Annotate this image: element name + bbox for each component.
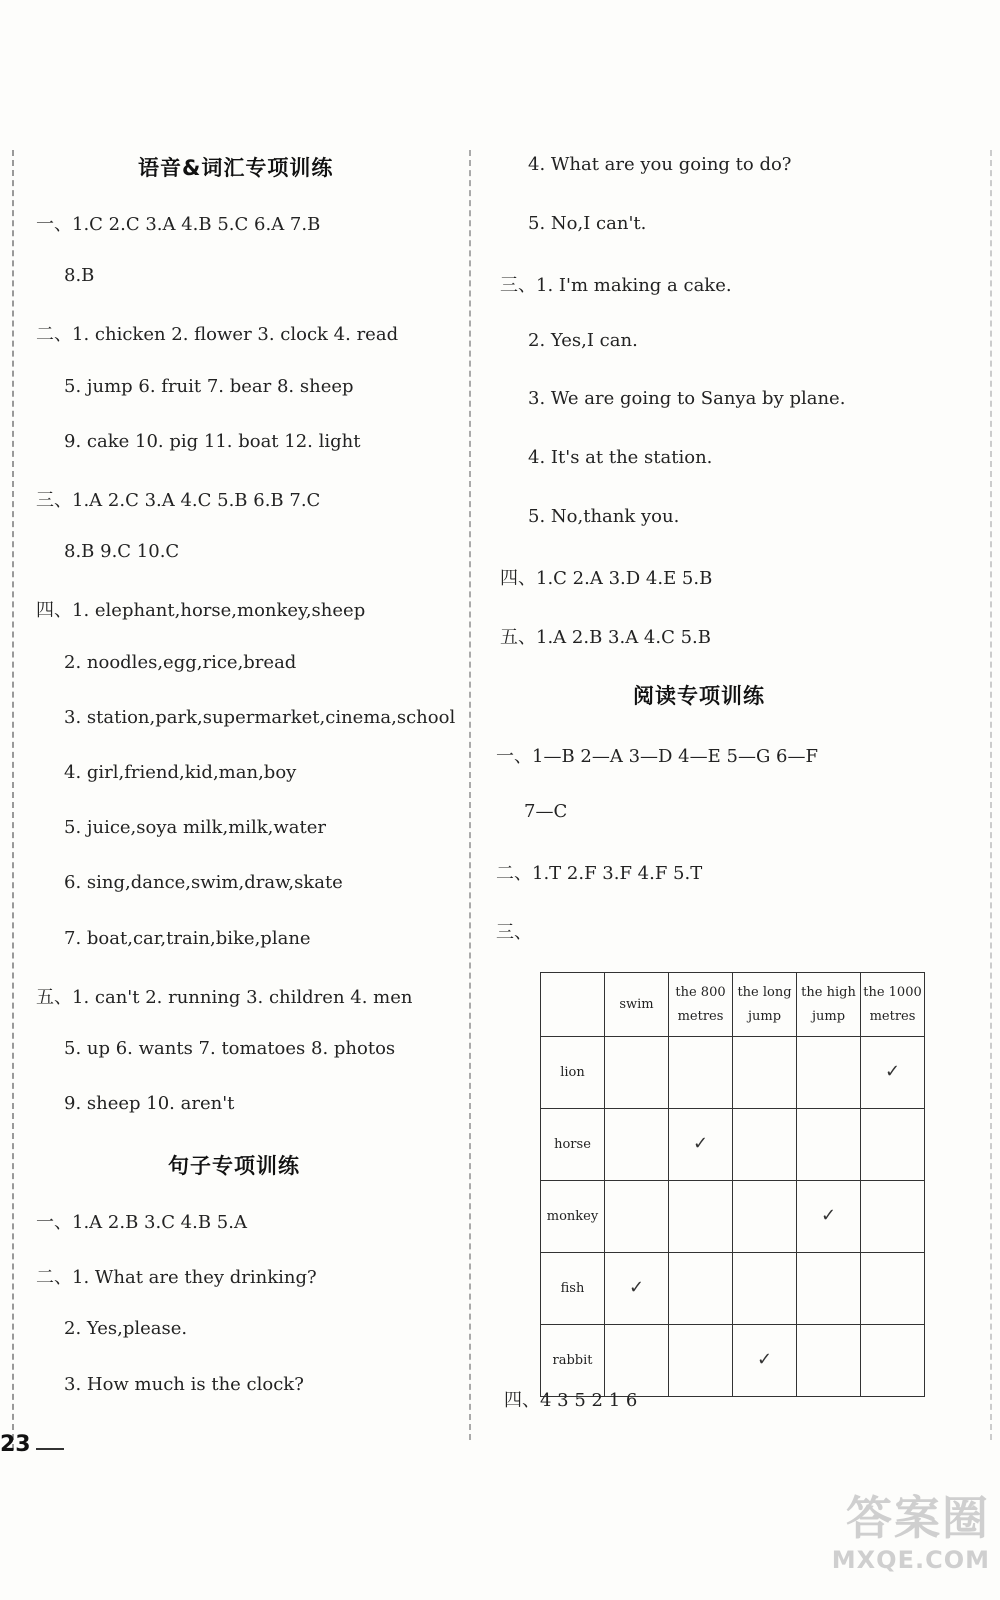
answer-line [64,1374,304,1395]
answer-text: 8.B 9.C 10.C [64,541,180,563]
answer-line [500,623,711,649]
answer-line [36,1208,247,1234]
answer-prefix: 三、 [36,490,72,511]
answer-text: 8.B [64,265,95,287]
empty-cell [861,1325,925,1397]
answer-text: 1.C 2.A 3.D 4.E 5.B [536,568,713,590]
answer-prefix: 三、 [500,275,536,297]
answer-line [64,707,455,728]
check-cell [669,1109,733,1181]
animal-name: rabbit [541,1325,605,1397]
table-header-cell: the 800 metres [669,973,733,1037]
section-title-reading: 阅读专项训练 [633,684,765,708]
empty-cell [733,1109,797,1181]
answer-line [36,983,412,1009]
answer-text: 6. sing,dance,swim,draw,skate [64,872,343,894]
table-header-cell: the long jump [733,973,797,1037]
answer-line [496,742,818,768]
answer-prefix: 五、 [500,626,536,648]
table-row [541,1109,925,1181]
answer-text: 5. No,I can't. [528,212,647,234]
answer-prefix: 二、 [36,1267,72,1289]
answer-line [496,918,532,944]
answer-line [64,652,296,673]
table-row [541,1037,925,1109]
animal-name: monkey [541,1181,605,1253]
answer-text: 1.A 2.B 3.A 4.C 5.B [536,626,711,648]
page-number-dash [36,1448,64,1450]
answer-text: 9. cake 10. pig 11. boat 12. light [64,430,361,452]
right-margin-divider [990,150,992,1440]
check-icon: ✓ [884,1060,901,1082]
answer-text: 1.A 2.B 3.C 4.B 5.A [72,1212,247,1233]
table-header-cell: the 1000 metres [861,973,925,1037]
answer-line [528,388,845,409]
answer-line [36,1263,317,1289]
section-title-sentence: 句子专项训练 [168,1154,300,1178]
empty-cell [733,1253,797,1325]
empty-cell [733,1037,797,1109]
answer-line [64,762,296,783]
empty-cell [669,1253,733,1325]
answer-line [64,541,179,562]
answer-text: 1. What are they drinking? [72,1267,317,1289]
answer-text: 5. No,thank you. [528,505,680,527]
answer-text: 1.C 2.C 3.A 4.B 5.C 6.A 7.B [72,214,321,235]
watermark-url: MXQE.COM [831,1546,990,1574]
page-number: 23 [0,1432,31,1457]
answer-line [64,1038,395,1059]
answer-text: 2. Yes,I can. [528,329,638,351]
answer-text: 1. chicken 2. flower 3. clock 4. read [72,324,399,346]
empty-cell [669,1037,733,1109]
check-icon: ✓ [756,1348,773,1370]
answer-text: 5. jump 6. fruit 7. bear 8. sheep [64,375,354,397]
empty-cell [797,1037,861,1109]
check-icon: ✓ [628,1276,645,1298]
answer-prefix: 一、 [36,214,72,235]
answer-text: 3. How much is the clock? [64,1373,304,1395]
answer-text: 1. can't 2. running 3. children 4. men [72,986,413,1008]
answer-line [36,320,398,346]
empty-cell [861,1181,925,1253]
answer-text: 3. We are going to Sanya by plane. [528,388,846,410]
animal-name: horse [541,1109,605,1181]
check-cell [605,1253,669,1325]
answer-prefix: 一、 [496,746,532,767]
answer-line [64,1318,187,1339]
answer-line [528,213,646,234]
column-divider [469,150,471,1440]
animal-name: lion [541,1037,605,1109]
answer-line [64,376,354,397]
table-header-cell: the high jump [797,973,861,1037]
answer-line [500,271,732,297]
empty-cell [861,1109,925,1181]
empty-cell [861,1253,925,1325]
answer-text: 9. sheep 10. aren't [64,1093,235,1115]
answer-text: 5. up 6. wants 7. tomatoes 8. photos [64,1038,396,1059]
check-icon: ✓ [692,1132,709,1154]
answer-text: 2. Yes,please. [64,1318,188,1340]
answer-text: 4. What are you going to do? [528,154,792,175]
empty-cell [669,1181,733,1253]
answer-prefix: 二、 [36,324,72,346]
section-title-vocab: 语音&词汇专项训练 [138,156,334,180]
answer-line [524,801,567,822]
check-cell [733,1325,797,1397]
answer-line-reading-4 [504,1386,637,1412]
answer-prefix: 三、 [496,921,532,943]
answer-line [528,506,679,527]
answer-line [64,265,94,286]
empty-cell [797,1253,861,1325]
check-icon: ✓ [820,1204,837,1226]
answer-text: 2. noodles,egg,rice,bread [64,651,297,673]
answer-prefix: 四、 [504,1390,540,1411]
empty-cell [605,1181,669,1253]
answer-text: 4 3 5 2 1 6 [540,1390,638,1411]
answer-line [64,431,360,452]
empty-cell [733,1181,797,1253]
table-row [541,1181,925,1253]
answer-prefix: 一、 [36,1212,72,1233]
answer-prefix: 四、 [36,600,72,622]
answer-text: 7. boat,car,train,bike,plane [64,927,311,949]
answer-prefix: 四、 [500,568,536,590]
watermark [790,1490,990,1600]
answer-line [64,1093,234,1114]
left-margin-divider [12,150,14,1450]
answer-line [36,596,365,622]
answer-text: 7—C [524,800,568,822]
answer-text: 1.T 2.F 3.F 4.F 5.T [532,863,703,885]
answer-prefix: 五、 [36,986,72,1008]
table-header-cell: swim [605,973,669,1037]
table-header-row [541,973,925,1037]
answer-text: 4. girl,friend,kid,man,boy [64,762,297,783]
answer-line [500,564,712,590]
empty-cell [669,1325,733,1397]
check-cell [797,1181,861,1253]
reading-answer-table [540,972,925,1397]
animal-name: fish [541,1253,605,1325]
empty-cell [797,1325,861,1397]
empty-cell [605,1109,669,1181]
answer-text: 1. I'm making a cake. [536,275,732,297]
answer-prefix: 二、 [496,863,532,885]
answer-line [36,486,320,512]
answer-line [528,154,791,175]
empty-cell [605,1037,669,1109]
answer-line [528,447,712,468]
answer-line [36,210,320,236]
answer-text: 1. elephant,horse,monkey,sheep [72,600,366,622]
answer-text: 5. juice,soya milk,milk,water [64,817,327,839]
table-row [541,1253,925,1325]
answer-line [64,872,343,893]
check-cell [861,1037,925,1109]
empty-cell [797,1109,861,1181]
watermark-logo-text: 答案圈 [846,1491,990,1545]
table-header-cell [541,973,605,1037]
answer-text: 3. station,park,supermarket,cinema,school [64,706,456,728]
answer-line [528,330,638,351]
answer-line [64,928,311,949]
answer-text: 4. It's at the station. [528,447,713,468]
answer-text: 1.A 2.C 3.A 4.C 5.B 6.B 7.C [72,490,321,511]
answer-line [64,817,326,838]
answer-line [496,859,702,885]
answer-text: 1—B 2—A 3—D 4—E 5—G 6—F [532,746,818,767]
